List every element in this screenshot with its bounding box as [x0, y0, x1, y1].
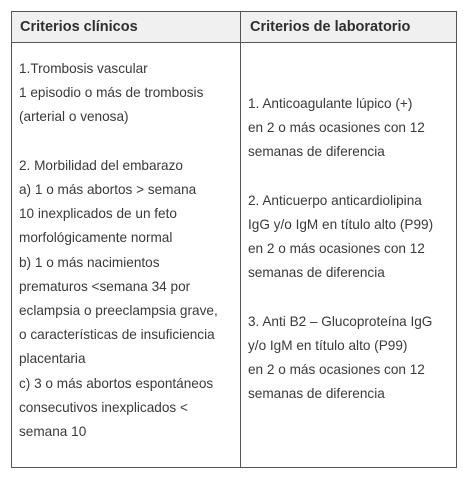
- clinical-line: 1 episodio o más de trombosis: [19, 85, 204, 101]
- clinical-criteria-cell: [19, 57, 235, 444]
- header-clinical-criteria: Criterios clínicos: [20, 19, 138, 35]
- clinical-line: placentaria: [19, 351, 86, 367]
- header-laboratory-criteria: Criterios de laboratorio: [250, 19, 411, 35]
- clinical-line: a) 1 o más abortos > semana: [19, 182, 197, 197]
- column-divider: [240, 12, 241, 467]
- laboratory-line: semanas de diferencia: [248, 386, 385, 402]
- clinical-line: 2. Morbilidad del embarazo: [19, 157, 183, 173]
- table-header-row: [12, 12, 456, 43]
- clinical-line: eclampsia o preeclampsia grave,: [19, 303, 218, 319]
- laboratory-line: semanas de diferencia: [248, 144, 385, 160]
- clinical-line: consecutivos inexplicados <: [19, 399, 188, 415]
- laboratory-line: 1. Anticoagulante lúpico (+): [248, 96, 413, 111]
- laboratory-line: semanas de diferencia: [248, 265, 385, 281]
- clinical-line: o características de insuficiencia: [19, 327, 215, 343]
- laboratory-line: en 2 o más ocasiones con 12: [248, 362, 425, 378]
- laboratory-line: 2. Anticuerpo anticardiolipina: [248, 192, 422, 208]
- laboratory-line: en 2 o más ocasiones con 12: [248, 120, 425, 136]
- laboratory-line: y/o IgM en título alto (P99): [248, 338, 408, 353]
- laboratory-criteria-cell: [248, 92, 453, 407]
- paragraph-spacer: [19, 130, 235, 154]
- clinical-line: c) 3 o más abortos espontáneos: [19, 375, 214, 391]
- clinical-line: 10 inexplicados de un feto: [19, 206, 177, 222]
- laboratory-line: en 2 o más ocasiones con 12: [248, 241, 425, 257]
- clinical-line: prematuros <semana 34 por: [19, 278, 191, 294]
- paragraph-spacer: [248, 165, 453, 189]
- clinical-line: semana 10: [19, 424, 87, 440]
- clinical-line: 1.Trombosis vascular: [19, 61, 148, 76]
- clinical-line: (arterial o venosa): [19, 109, 129, 125]
- laboratory-line: 3. Anti B2 – Glucoproteína IgG: [248, 313, 433, 329]
- paragraph-spacer: [248, 286, 453, 310]
- criteria-table: [11, 11, 457, 468]
- clinical-line: morfológicamente normal: [19, 230, 173, 246]
- clinical-line: b) 1 o más nacimientos: [19, 254, 160, 270]
- laboratory-line: IgG y/o IgM en título alto (P99): [248, 217, 434, 232]
